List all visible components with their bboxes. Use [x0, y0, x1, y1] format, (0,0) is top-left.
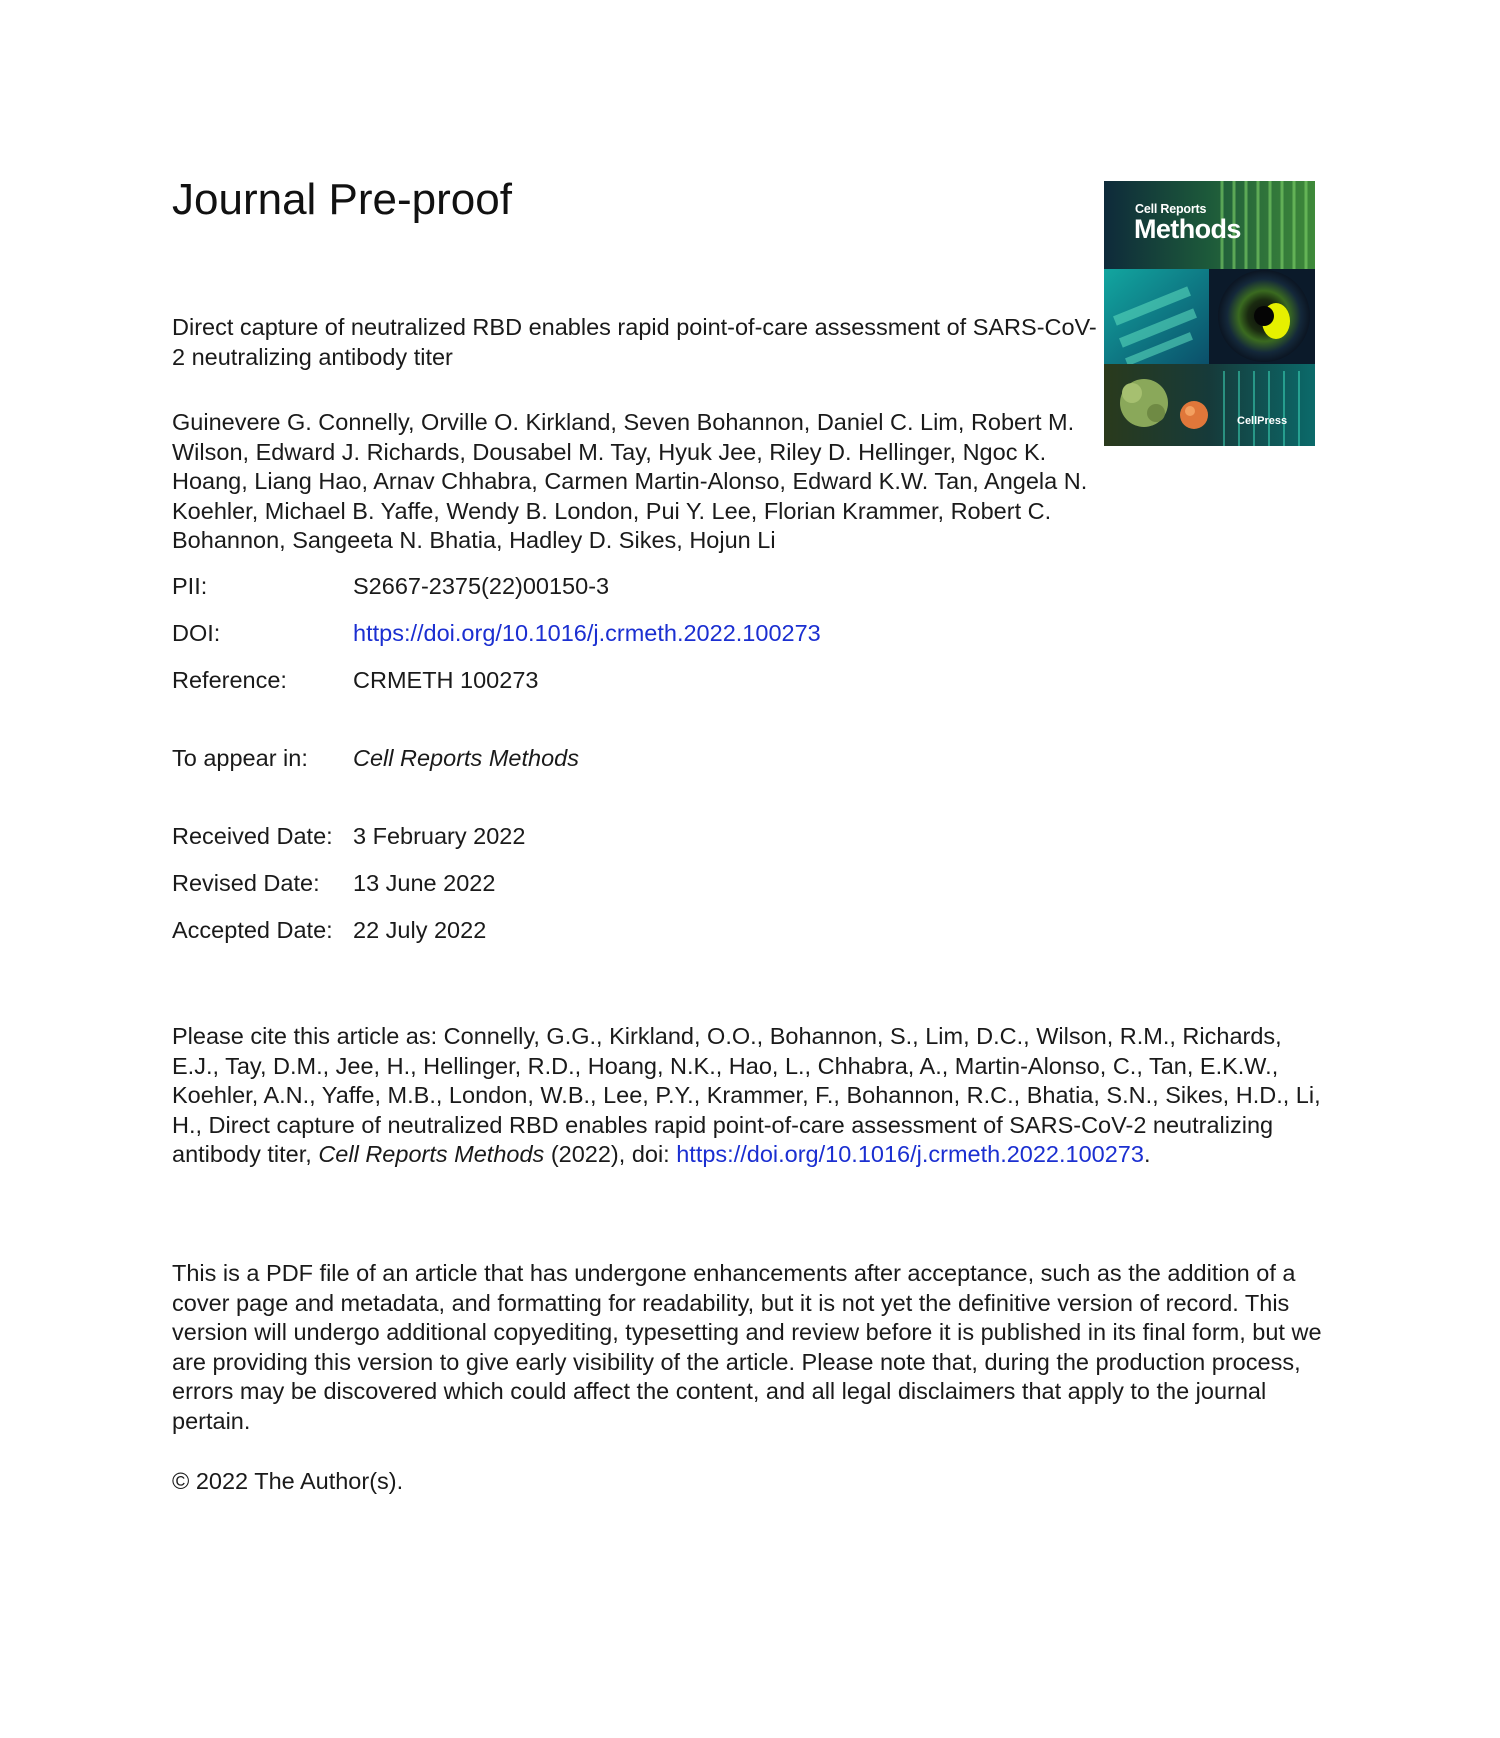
citation-doi-link[interactable]: https://doi.org/10.1016/j.crmeth.2022.100273: [676, 1141, 1144, 1167]
appear-label: To appear in:: [172, 745, 308, 771]
disclaimer-paragraph: This is a PDF file of an article that has undergone enhancements after acceptance, such as the addition of a cover page and metadata, and formatting for readability, but it is not yet the definitive version of record. This version will undergo additional copyediting, typesetting and review before it is published in its final form, but we are providing this version to give early visibility of the article. Please note that, during the production process, errors may be discovered which could affect the content, and all legal disclaimers that apply to the journal pertain.: [172, 1260, 1322, 1434]
doi-label: DOI:: [172, 620, 221, 646]
received-value: 3 February 2022: [353, 823, 526, 849]
received-label: Received Date:: [172, 823, 333, 849]
doi-link[interactable]: https://doi.org/10.1016/j.crmeth.2022.100273: [353, 620, 821, 646]
accepted-row: [172, 915, 486, 945]
revised-label: Revised Date:: [172, 870, 320, 896]
appear-row: [172, 743, 579, 773]
reference-label: Reference:: [172, 667, 287, 693]
accepted-value: 22 July 2022: [353, 917, 487, 943]
accepted-label: Accepted Date:: [172, 917, 333, 943]
citation-period: .: [1143, 1141, 1151, 1167]
revised-row: [172, 868, 495, 898]
journal-cover-image: [1104, 181, 1315, 446]
reference-value: CRMETH 100273: [353, 667, 539, 693]
pii-label: PII:: [172, 573, 208, 599]
doi-row: [172, 618, 821, 648]
copyright-notice: © 2022 The Author(s).: [172, 1468, 404, 1494]
article-title: Direct capture of neutralized RBD enables rapid point-of-care assessment of SARS-CoV-2 neutralizing antibody titer: [172, 314, 1097, 370]
pii-row: [172, 571, 609, 601]
citation-year: (2022), doi:: [544, 1141, 677, 1167]
cover-title-text: Methods: [1134, 214, 1241, 244]
citation-text: Please cite this article as: Connelly, G.G., Kirkland, O.O., Bohannon, S., Lim, D.C., Wilson, R.M., Richards, E.J., Tay, D.M., Jee, H., Hellinger, R.D., Hoang, N.K., Hao, L., Chhabra, A., Martin-Alonso, C., Tan, E.K.W., Koehler, A.N., Yaffe, M.B., London, W.B., Lee, P.Y., Krammer, F., Bohannon, R.C., Bhatia, S.N., Sikes, H.D., Li, H., Direct capture of neutralized RBD enables rapid point-of-care assessment of SARS-CoV-2 neutralizing antibody titer,: [172, 1023, 1321, 1167]
journal-name: Cell Reports Methods: [353, 745, 579, 771]
page-title: Journal Pre-proof: [172, 175, 512, 224]
received-row: [172, 821, 525, 851]
author-list: Guinevere G. Connelly, Orville O. Kirkland, Seven Bohannon, Daniel C. Lim, Robert M. Wilson, Edward J. Richards, Dousabel M. Tay, Hyuk Jee, Riley D. Hellinger, Ngoc K. Hoang, Liang Hao, Arnav Chhabra, Carmen Martin-Alonso, Edward K.W. Tan, Angela N. Koehler, Michael B. Yaffe, Wendy B. London, Pui Y. Lee, Florian Krammer, Robert C. Bohannon, Sangeeta N. Bhatia, Hadley D. Sikes, Hojun Li: [172, 409, 1088, 553]
citation-paragraph: [172, 1022, 1322, 1170]
reference-row: [172, 665, 538, 695]
citation-journal: Cell Reports Methods: [318, 1141, 545, 1167]
pii-value: S2667-2375(22)00150-3: [353, 573, 610, 599]
cover-kicker-text: Cell Reports: [1135, 202, 1207, 216]
revised-value: 13 June 2022: [353, 870, 496, 896]
cover-publisher-logo: CellPress: [1237, 415, 1288, 427]
